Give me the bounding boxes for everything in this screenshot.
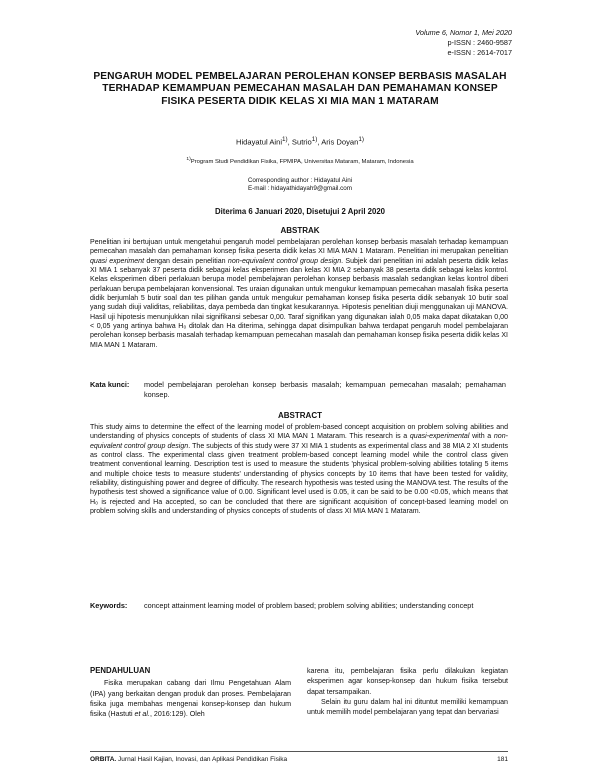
journal-name: ORBITA. — [90, 756, 117, 763]
page-footer — [90, 756, 508, 763]
text-run: with a — [469, 433, 494, 441]
keywords-text: concept attainment learning model of problem based; problem solving abilities; understanding concept — [144, 601, 474, 610]
section-heading: PENDAHULUAN — [90, 666, 151, 675]
footer-divider — [90, 751, 508, 752]
text-run: dengan desain penelitian — [144, 257, 228, 265]
italic-text: non-equivalent control group design — [227, 257, 342, 265]
corresponding-author: Corresponding author : Hidayatul Aini — [247, 177, 353, 184]
corresponding-author-block — [92, 177, 508, 193]
submission-dates: Diterima 6 Januari 2020, Disetujui 2 April 2020 — [214, 207, 386, 216]
paper-title: PENGARUH MODEL PEMBELAJARAN PEROLEHAN KONSEP BERBASIS MASALAH TERHADAP KEMAMPUAN PEMECAHAN MASALAH DAN PEMAHAMAN KONSEP FISIKA PESERTA DIDIK KELAS XI MIA MAN 1 MATARAM — [93, 71, 507, 107]
author-name: Aris Doyan — [321, 137, 359, 147]
intro-right-column — [307, 666, 508, 717]
abstrak-heading: ABSTRAK — [280, 226, 320, 235]
page-number: 181 — [497, 756, 508, 763]
author-separator: , — [317, 137, 322, 147]
text-run: Fisika merupakan cabang dari Ilmu Pengetahuan Alam (IPA) yang berkaitan dengan produk dan proses. Pembelajaran fisika juga membahas mengenai konsep-konsep dan hukum fisika (Hastuti — [90, 679, 291, 719]
abstrak-body — [90, 238, 508, 350]
text-run: . The subjects of this study were 37 XI MIA 1 students as experimental class and 38 MIA 2 XI students as control class. The experimental class given treatment problem-based concept learning model while the control class given treatment conventional learning. Description test is used to measure the students 'physical problem-solving abilities totaling 5 items and multiple choice tests to measure students' understanding of physics concepts by 10 items that have been tested for validity, reliability, distinguishing power and degree of difficulty. The research hypothesis was tested using the MANOVA test. The results of the hypothesis test showed a significance value of 0.00. Significant level used is 0.05, it can be said to be 0.00 <0.05, which means that H₀ is rejected and Ha accepted, so can be concluded that there are significant acquisition of concept-based learning model on problem solving skills and understanding of physics concepts of students of class XI MIA MAN 1 Mataram. — [90, 442, 508, 516]
text-run: , 2016:129). Oleh — [149, 710, 205, 719]
intro-paragraph — [90, 678, 291, 719]
author-list — [92, 136, 508, 147]
affiliation-mark: 1) — [186, 157, 191, 162]
kata-kunci-text: model pembelajaran perolehan konsep berbasis masalah; kemampuan pemecahan masalah; pemahaman konsep. — [144, 380, 506, 399]
author-name: Hidayatul Aini — [236, 137, 283, 147]
intro-left-column — [90, 666, 291, 719]
italic-text: quasi-experimental — [409, 433, 470, 441]
electronic-issn: e-ISSN : 2614-7017 — [447, 48, 512, 57]
intro-paragraph-continued: karena itu, pembelajaran fisika perlu dilakukan kegiatan eksperimen agar konsep-konsep dan hukum fisika tersebut dapat tersampaikan. — [307, 667, 508, 696]
print-issn: p-ISSN : 2460-9587 — [447, 38, 512, 47]
journal-masthead — [415, 28, 512, 58]
intro-paragraph: Selain itu guru dalam hal ini dituntut memiliki kemampuan untuk memilih model pembelajaran yang tepat dan bervariasi — [307, 697, 508, 717]
author-separator: , — [287, 137, 292, 147]
italic-text: non-equivalent control group design — [90, 433, 508, 450]
author-name: Sutrio — [291, 137, 312, 147]
abstract-heading: ABSTRACT — [278, 411, 322, 420]
text-run: This study aims to determine the effect of the learning model of problem-based concept acquisition on problem solving abilities and understanding of physics concepts of students of class XI MIA MAN 1 Mataram. This research is a — [90, 424, 508, 441]
italic-text: quasi experiment — [90, 257, 145, 265]
author-affiliation-mark: 1) — [282, 136, 288, 143]
affiliation-text: Program Studi Pendidikan Fisika, FPMIPA, Universitas Mataram, Mataram, Indonesia — [190, 158, 414, 165]
kata-kunci-label: Kata kunci: — [90, 380, 130, 389]
keywords — [90, 601, 508, 611]
abstract-body — [90, 423, 508, 516]
kata-kunci — [90, 380, 508, 399]
volume-info: Volume 6, Nomor 1, Mei 2020 — [415, 28, 512, 37]
affiliation — [92, 157, 508, 165]
author-affiliation-mark: 1) — [311, 136, 318, 143]
text-run: . Subjek dari penelitian ini adalah peserta didik kelas XI MIA 1 sebanyak 37 peserta didik sebagai kelas eksperimen dan kelas XI MIA 2 sebanyak 38 peserta didik sebagai kelas kontrol. Kelas eksperimen diberi perlakuan berupa model pembelajaran perolehan konsep berbasis masalah sedangkan kelas kontrol diberi perlakuan berupa pembelajaran konvensional. Tes uraian digunakan untuk mengukur kemampuan pemecahan masalah fisika peserta didik berjumlah 5 butir soal dan tes pilihan ganda untuk mengukur pemahaman konsep fisika peserta didik sebanyak 10 butir soal yang sudah diuji validitas, reliabilitas, daya pembeda dan tingkat kesukarannya. Hipotesis penelitian diuji menggunakan uji MANOVA. Hasil uji hipotesis menunjukkan nilai signifikansi sebesar 0,00. Taraf signifikan yang digunakan ialah 0,05 maka dapat dikatakan 0,00 < 0,05 yang artinya bahwa H₀ ditolak dan Ha diterima, sehingga dapat disimpulkan bahwa terdapat pengaruh model pembelajaran perolehan konsep berbasis masalah terhadap kemampuan pemecahan masalah dan pemahaman konsep fisika peserta didik kelas XI MIA MAN 1 Mataram. — [90, 257, 508, 349]
italic-text: et al. — [134, 710, 150, 719]
text-run: Penelitian ini bertujuan untuk mengetahui pengaruh model pembelajaran perolehan konsep berbasis masalah terhadap kemampuan pemecahan masalah dan pemahaman konsep fisika peserta didik kelas XI MIA MAN 1 Mataram. Penelitian ini merupakan penelitian — [90, 239, 508, 256]
author-affiliation-mark: 1) — [358, 136, 364, 143]
journal-subtitle: Jurnal Hasil Kajian, Inovasi, dan Aplikasi Pendidikan Fisika — [116, 756, 288, 763]
corresponding-email: E-mail : hidayathidayah9@gmail.com — [247, 185, 353, 192]
keywords-label: Keywords: — [90, 601, 128, 610]
